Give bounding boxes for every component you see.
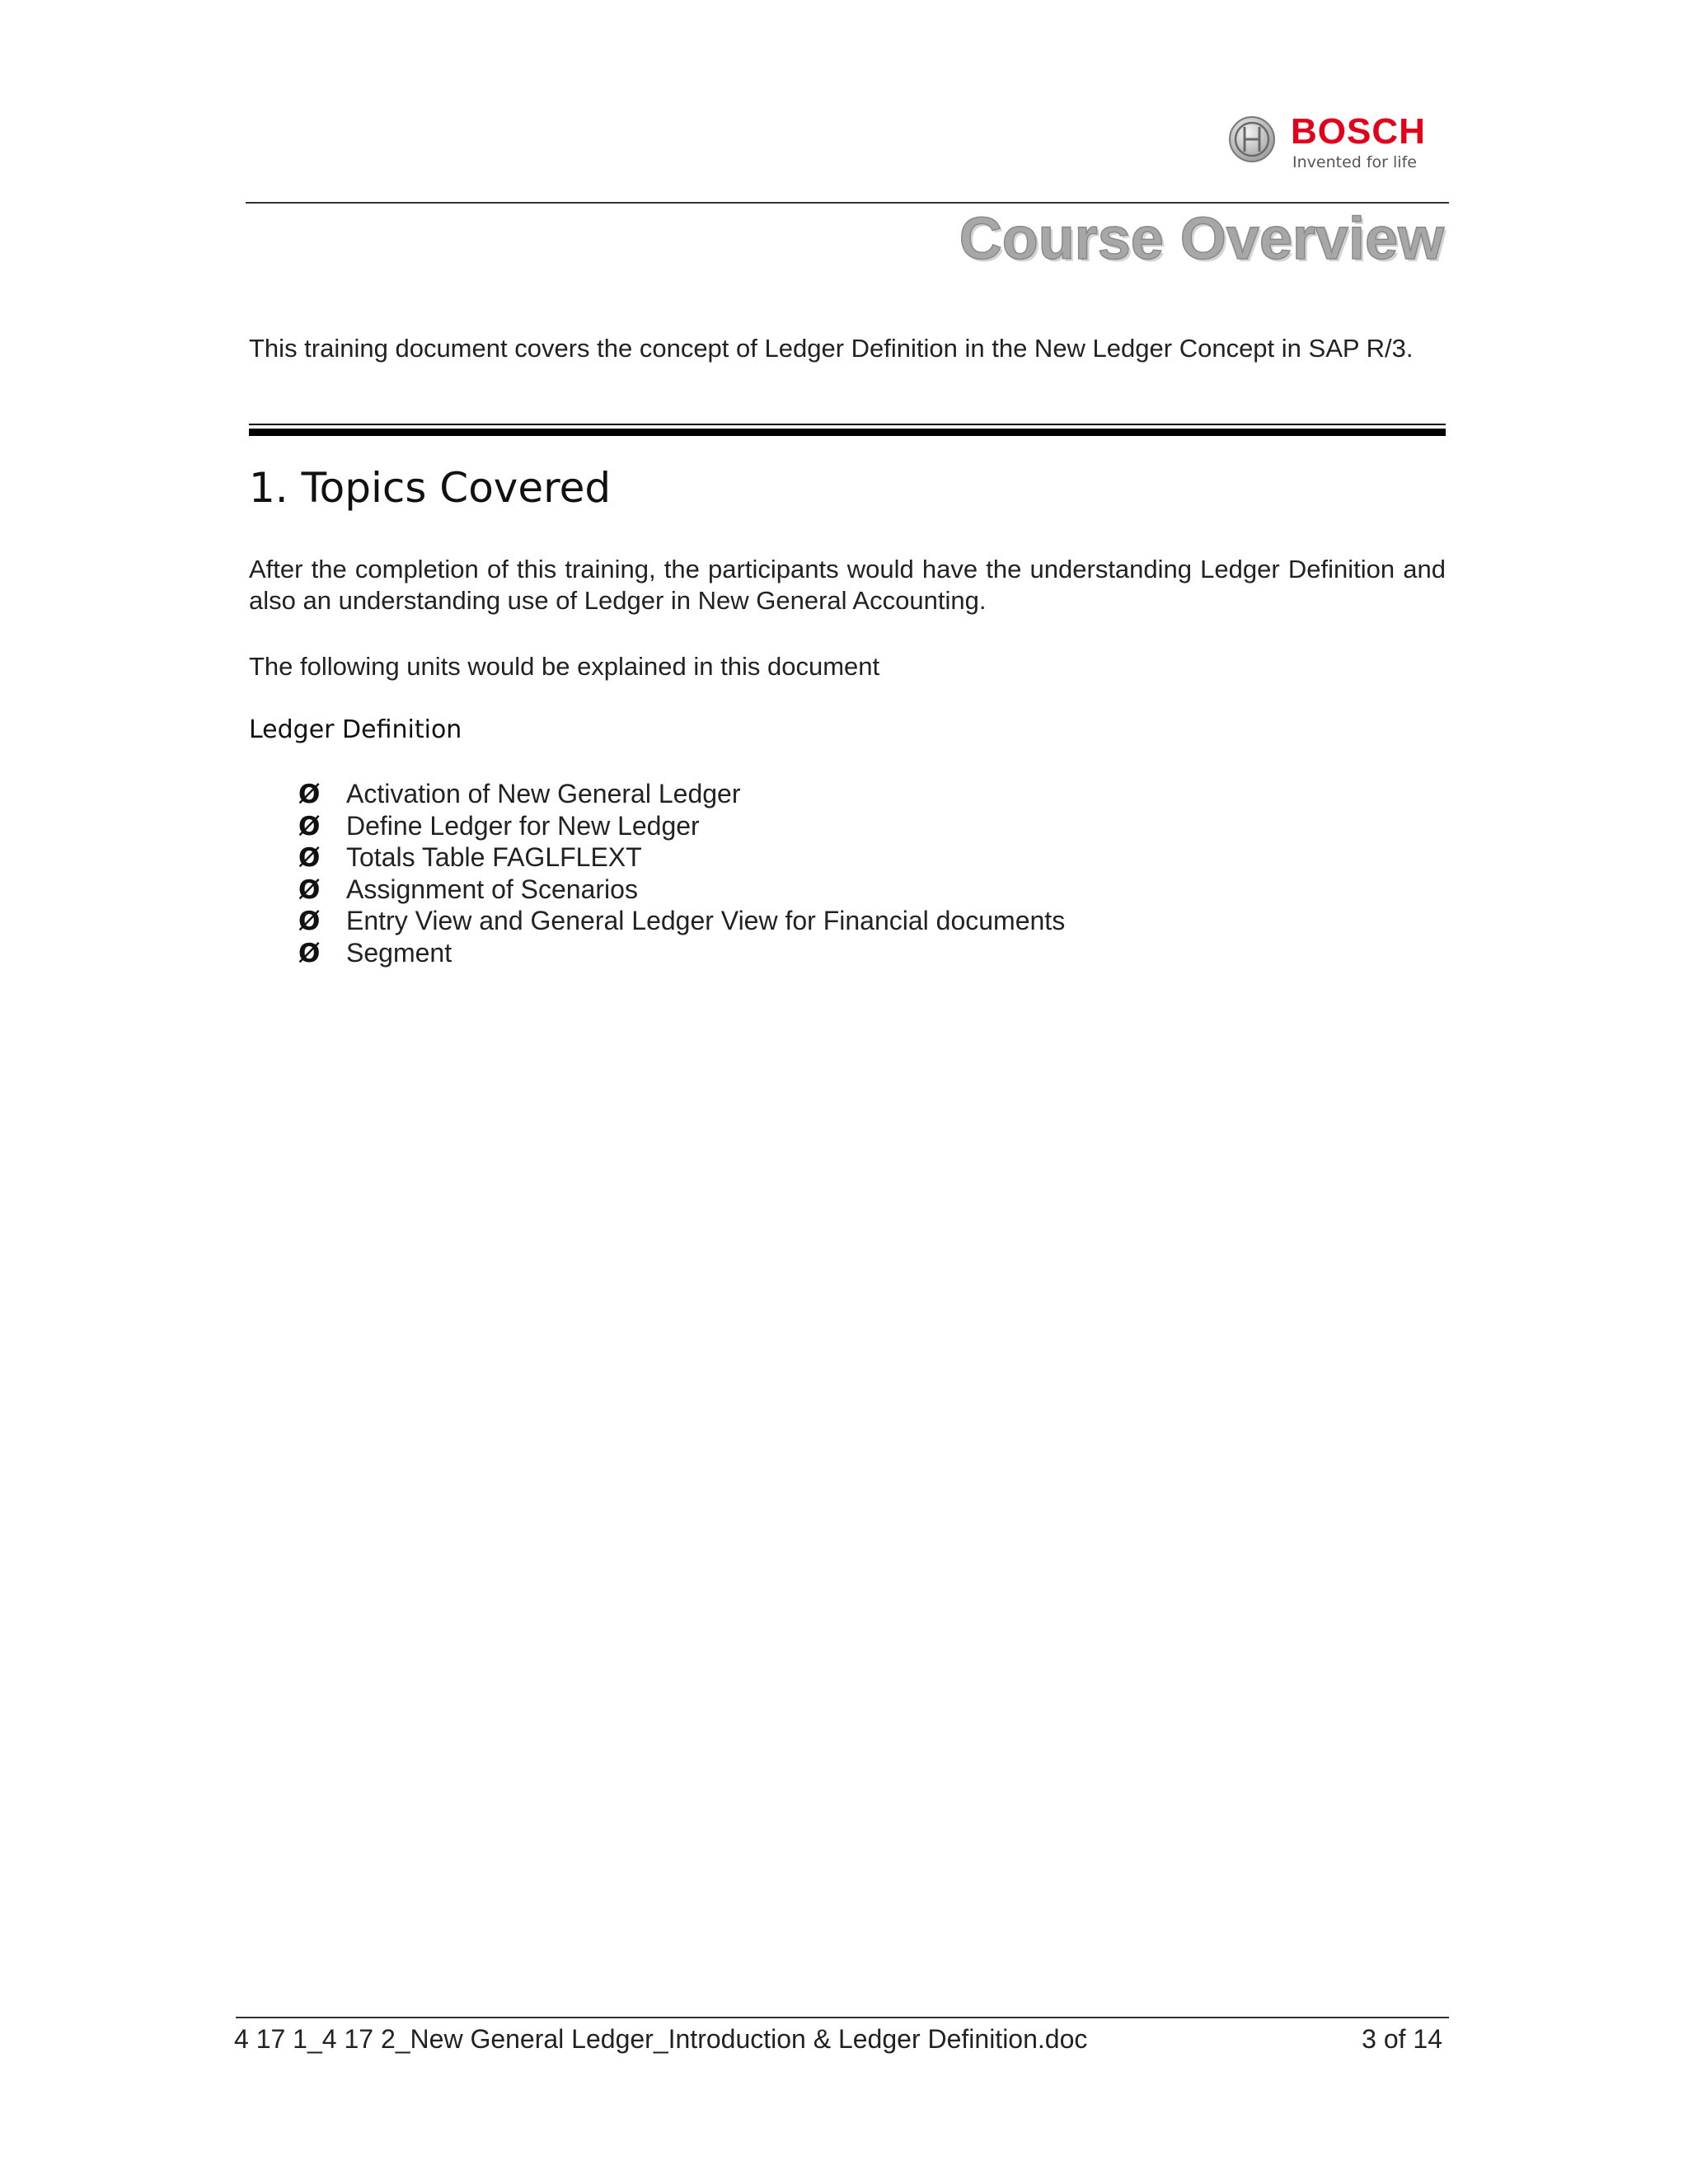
list-item [298,905,1065,937]
bullet-icon: Ø [298,907,321,936]
logo-tagline: Invented for life [1292,153,1417,171]
list-item [298,841,1065,874]
list-item [298,810,1065,842]
page-title: Course Overview [959,206,1444,272]
list-item-label: Segment [346,937,452,968]
section-divider-thin [249,424,1446,425]
bullet-icon: Ø [298,811,321,841]
list-item-label: Activation of New General Ledger [346,779,741,808]
bullet-icon: Ø [298,874,321,905]
list-item-label: Assignment of Scenarios [346,874,638,904]
section-divider-thick [249,429,1446,436]
bullet-icon: Ø [298,843,321,873]
bosch-armature-icon [1228,115,1276,163]
sub-heading: Ledger Definition [249,715,462,744]
list-item [298,874,1065,906]
objectives-paragraph: After the completion of this training, the participants would have the understanding Ledger Definition and also an understanding use of Ledger in New General Accounting. [249,555,1446,615]
logo-wordmark: BOSCH [1291,111,1426,152]
bullet-icon: Ø [298,938,321,968]
list-item-label: Totals Table FAGLFLEXT [346,842,642,872]
list-item-label: Define Ledger for New Ledger [346,810,700,841]
topic-list [298,778,1065,968]
section-heading: 1. Topics Covered [249,464,612,512]
footer-filename: 4 17 1_4 17 2_New General Ledger_Introduction & Ledger Definition.doc [234,2024,1088,2054]
list-item [298,937,1065,969]
page-number: 3 of 14 [1362,2024,1442,2054]
intro-paragraph: This training document covers the concept of Ledger Definition in the New Ledger Concept in SAP R/3. [249,334,1414,363]
list-item-label: Entry View and General Ledger View for Financial documents [346,906,1066,935]
bullet-icon: Ø [298,780,321,809]
units-paragraph: The following units would be explained in this document [249,652,880,681]
list-item [298,778,1065,810]
bosch-logo [1228,112,1451,178]
footer-rule [236,2017,1449,2018]
